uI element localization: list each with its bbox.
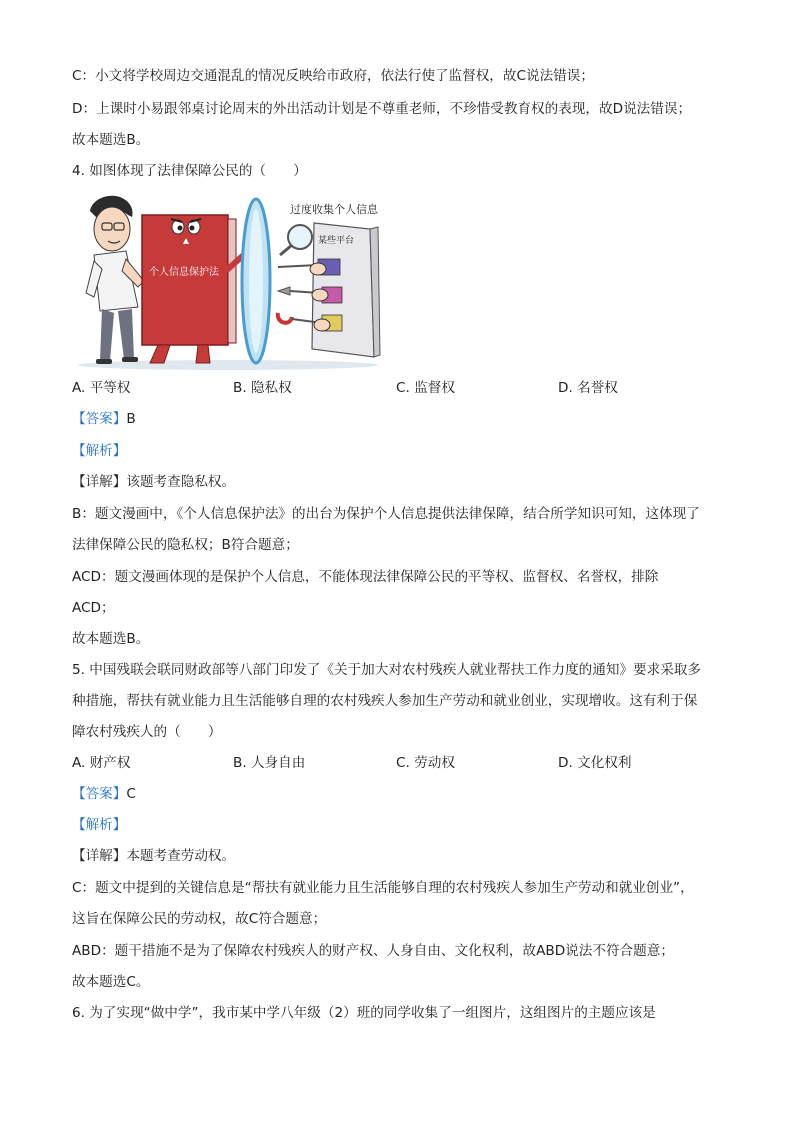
shield-lens <box>242 199 270 363</box>
explanation-line: ACD； <box>72 600 115 616</box>
figure-caption: 过度收集个人信息 <box>290 204 378 216</box>
answer-value: C <box>126 786 136 802</box>
option-c: C. 劳动权 <box>396 755 455 771</box>
explanation-line: ABD：题干措施不是为了保障农村残疾人的财产权、人身自由、文化权利，故ABD说法不符合题意； <box>72 943 674 959</box>
question-stem: 障农村残疾人的（ ） <box>72 724 222 740</box>
detail-line <box>72 472 235 492</box>
question-stem: 4. 如图体现了法律保障公民的（ ） <box>72 163 307 179</box>
text-line: C：小文将学校周边交通混乱的情况反映给市政府，依法行使了监督权，故C说法错误； <box>72 68 594 84</box>
option-b: B. 人身自由 <box>233 755 306 771</box>
analysis-tag: 【解析】 <box>72 443 127 459</box>
question-stem: 种措施，帮扶有就业能力且生活能够自理的农村残疾人参加生产劳动和就业创业，实现增收。这有利于保 <box>72 693 698 709</box>
question-stem: 5. 中国残联会联同财政部等八部门印发了《关于加大对农村残疾人就业帮扶工作力度的通知》要求采取多 <box>72 662 702 678</box>
conclusion-line: 故本题选C。 <box>72 974 150 990</box>
explanation-line: C：题文中提到的关键信息是“帮扶有就业能力且生活能够自理的农村残疾人参加生产劳动和就业创业”， <box>72 880 694 896</box>
explanation-line: 这旨在保障公民的劳动权，故C符合题意； <box>72 911 327 927</box>
law-book <box>142 215 248 363</box>
explanation-line: 法律保障公民的隐私权；B符合题意； <box>72 537 299 553</box>
explanation-line: B：题文漫画中，《个人信息保护法》的出台为保护个人信息提供法律保障，结合所学知识可知，这体现了 <box>72 506 700 522</box>
option-a: A. 平等权 <box>72 380 131 396</box>
privacy-cartoon <box>78 189 394 371</box>
option-d: D. 名誉权 <box>558 380 618 396</box>
option-c: C. 监督权 <box>396 380 455 396</box>
analysis-tag: 【解析】 <box>72 817 127 833</box>
detail-text: 该题考查隐私权。 <box>126 474 236 490</box>
option-a: A. 财产权 <box>72 755 131 771</box>
option-d: D. 文化权利 <box>558 755 632 771</box>
text-line: 故本题选B。 <box>72 132 150 148</box>
answer-line <box>72 784 136 804</box>
platform-label: 某些平台 <box>318 235 355 245</box>
cartoon-illustration <box>78 189 394 371</box>
detail-text: 本题考查劳动权。 <box>126 848 236 864</box>
answer-line <box>72 409 136 429</box>
book-label: 个人信息保护法 <box>149 267 219 278</box>
question-stem: 6. 为了实现“做中学”，我市某中学八年级（2）班的同学收集了一组图片，这组图片的主题应该是 <box>72 1005 656 1021</box>
option-b: B. 隐私权 <box>233 380 292 396</box>
conclusion-line: 故本题选B。 <box>72 631 150 647</box>
text-line: D：上课时小易跟邻桌讨论周末的外出活动计划是不尊重老师，不珍惜受教育权的表现，故D说法错误； <box>72 101 692 117</box>
explanation-line: ACD：题文漫画体现的是保护个人信息，不能体现法律保障公民的平等权、监督权、名誉权，排除 <box>72 569 659 585</box>
answer-tag: 【答案】 <box>72 411 127 427</box>
answer-value: B <box>126 411 136 427</box>
detail-tag: 【详解】 <box>72 848 127 864</box>
answer-tag: 【答案】 <box>72 786 127 802</box>
detail-line <box>72 846 235 866</box>
detail-tag: 【详解】 <box>72 474 127 490</box>
